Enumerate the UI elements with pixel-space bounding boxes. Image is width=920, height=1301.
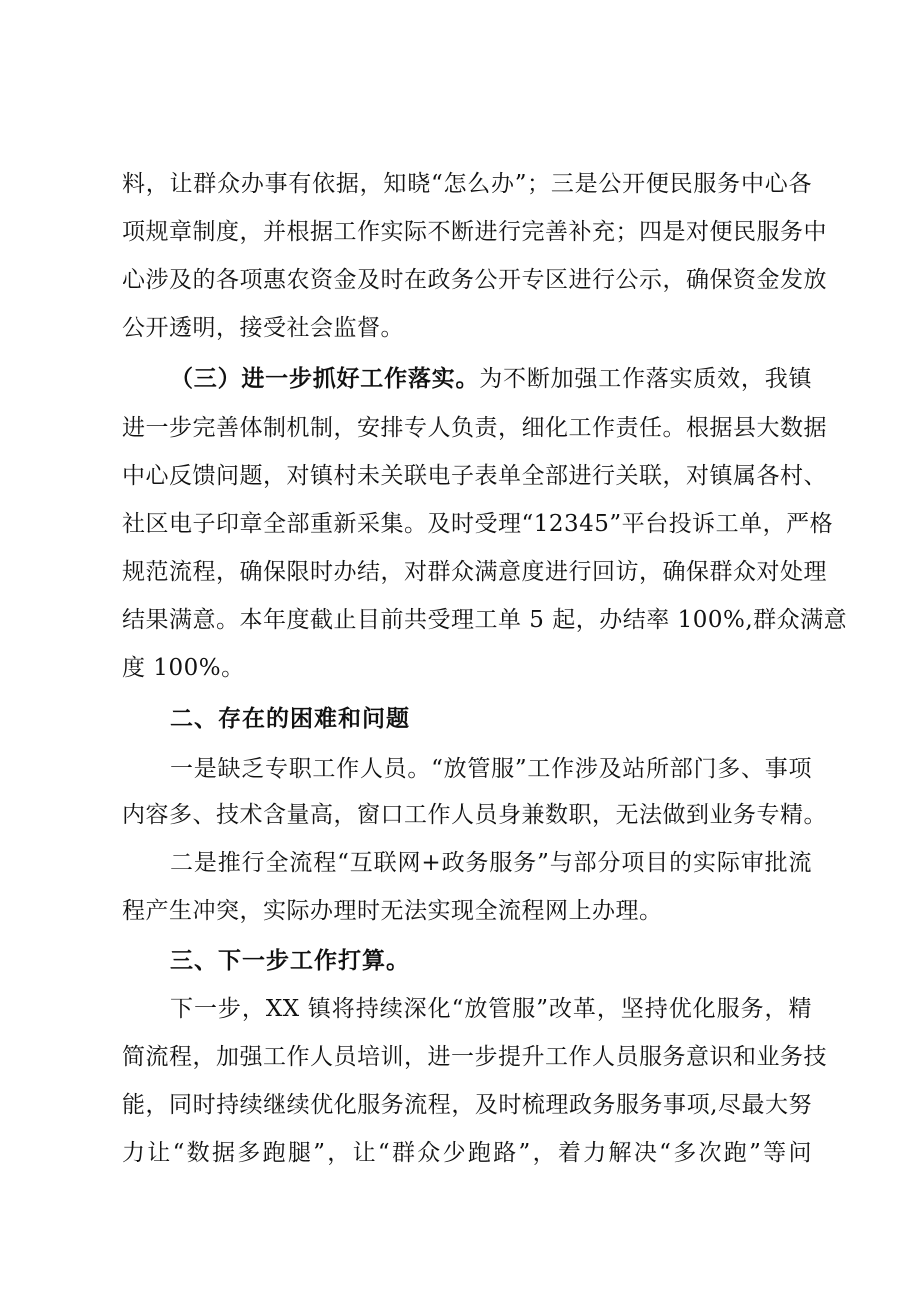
subsection-title: （三）进一步抓好工作落实。 [170,365,480,392]
paragraph-line: 社区电子印章全部重新采集。及时受理“12345”平台投诉工单，严格 [122,511,834,537]
paragraph-line: 结果满意。本年度截止目前共受理工单 5 起，办结率 100%,群众满意 [122,607,848,633]
paragraph-first-line: 二是推行全流程“互联网+政务服务”与部分项目的实际审批流 [170,850,812,876]
paragraph-line: 项规章制度，并根据工作实际不断进行完善补充；四是对便民服务中 [122,219,827,245]
paragraph-line: 内容多、技术含量高，窗口工作人员身兼数职，无法做到业务专精。 [122,802,827,828]
paragraph-line: 力让“数据多跑腿”，让“群众少跑路”，着力解决“多次跑”等问 [122,1140,812,1166]
paragraph-line: 简流程，加强工作人员培训，进一步提升工作人员服务意识和业务技 [122,1044,827,1070]
paragraph-line: 公开透明，接受社会监督。 [122,315,404,341]
paragraph-line: 能，同时持续继续优化服务流程，及时梳理政务服务事项,尽最大努 [122,1092,812,1118]
paragraph-line: 料，让群众办事有依据，知晓“怎么办”；三是公开便民服务中心各 [122,171,812,197]
paragraph-line: 程产生冲突，实际办理时无法实现全流程网上办理。 [122,898,663,924]
paragraph-line: 心涉及的各项惠农资金及时在政务公开专区进行公示，确保资金发放 [122,267,827,293]
paragraph-line: 进一步完善体制机制，安排专人负责，细化工作责任。根据县大数据 [122,415,827,441]
paragraph-line: 中心反馈问题，对镇村未关联电子表单全部进行关联，对镇属各村、 [122,463,827,489]
paragraph-line: 度 100%。 [122,655,245,681]
paragraph-first-line: 一是缺乏专职工作人员。“放管服”工作涉及站所部门多、事项 [170,756,812,782]
paragraph-text: 为不断加强工作落实质效，我镇 [479,366,813,392]
section-heading: 三、下一步工作打算。 [170,948,410,974]
section-heading: 二、存在的困难和问题 [170,706,410,732]
paragraph-first-line [170,364,812,394]
paragraph-first-line: 下一步，XX 镇将持续深化“放管服”改革，坚持优化服务，精 [170,996,812,1022]
paragraph-line: 规范流程，确保限时办结，对群众满意度进行回访，确保群众对处理 [122,559,827,585]
